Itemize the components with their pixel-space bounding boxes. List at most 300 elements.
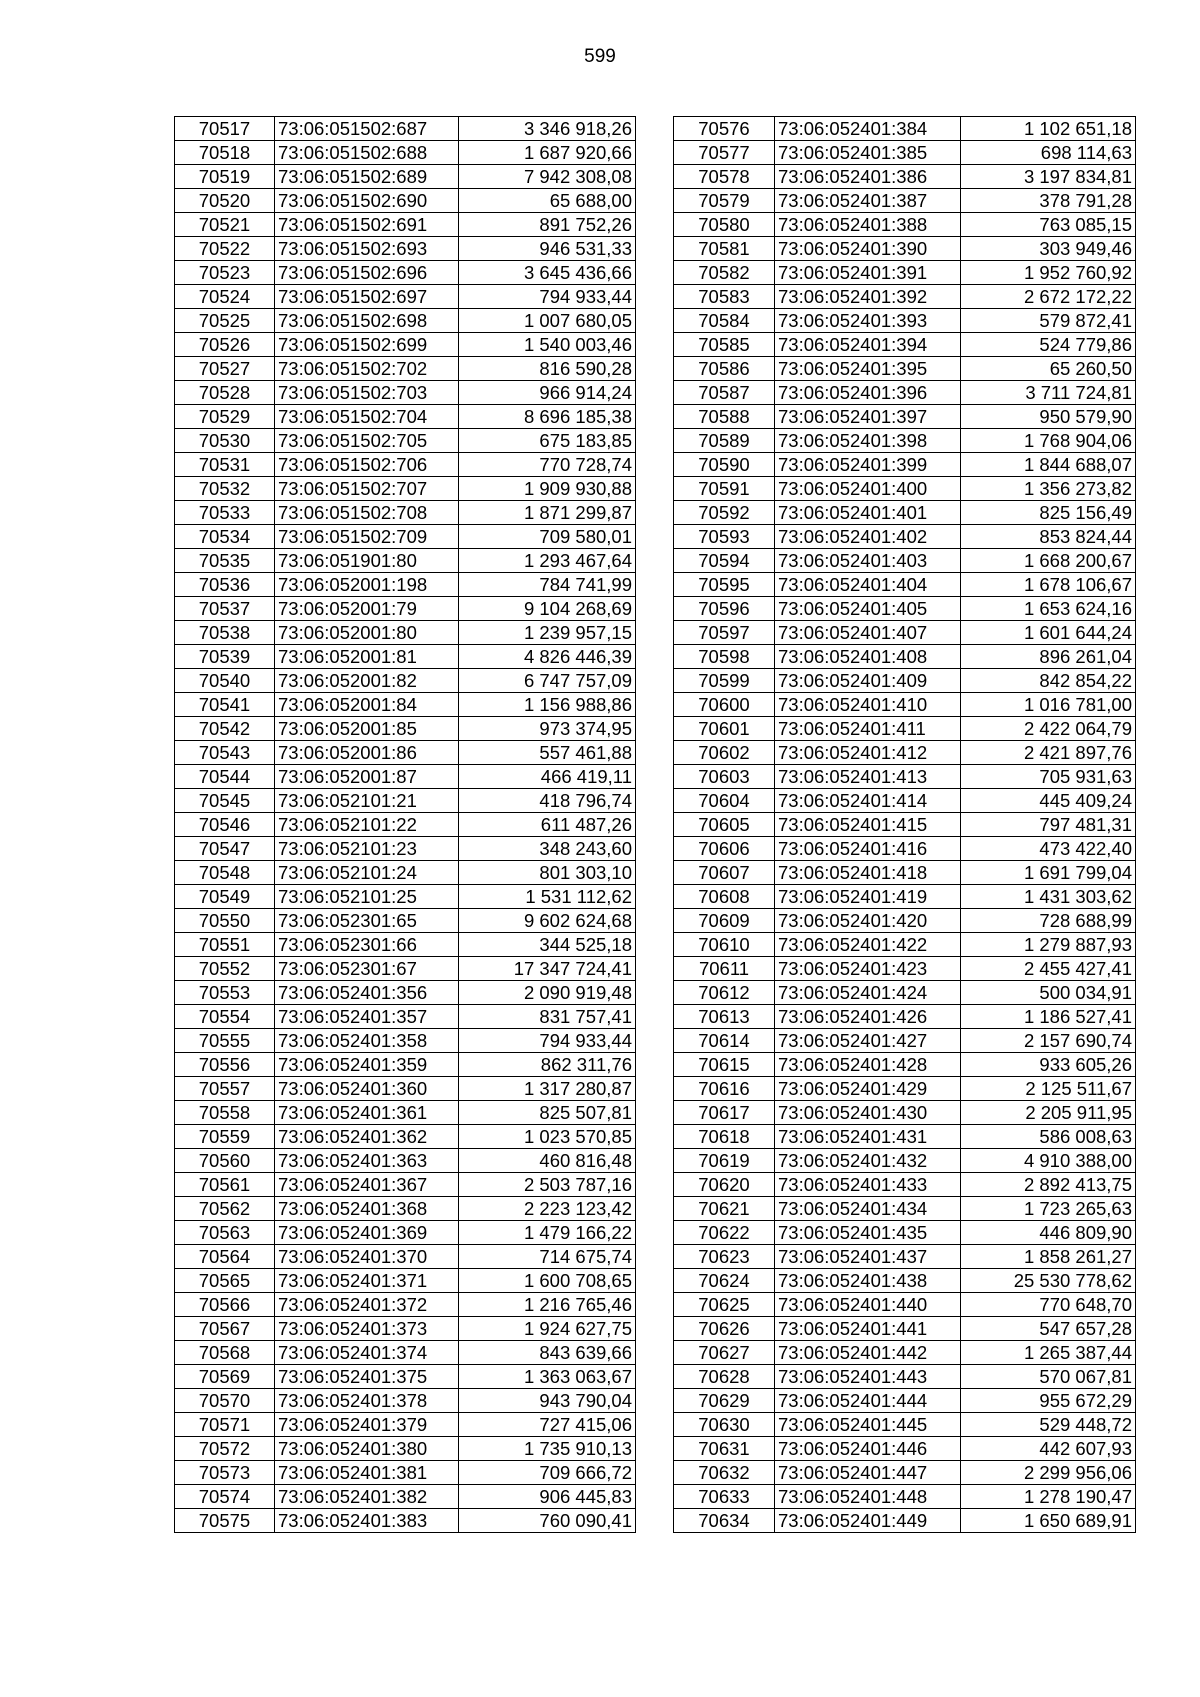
row-number-cell: 70576: [674, 117, 775, 141]
cadastral-number-cell: 73:06:052401:429: [775, 1077, 961, 1101]
row-number-cell: 70540: [175, 669, 275, 693]
cadastral-value-cell: 946 531,33: [459, 237, 636, 261]
cadastral-number-cell: 73:06:052101:21: [275, 789, 459, 813]
cadastral-number-cell: 73:06:052401:428: [775, 1053, 961, 1077]
row-number-cell: 70566: [175, 1293, 275, 1317]
cadastral-value-cell: 9 104 268,69: [459, 597, 636, 621]
table-row: [674, 1053, 1136, 1077]
cadastral-number-cell: 73:06:052401:396: [775, 381, 961, 405]
cadastral-value-cell: 445 409,24: [961, 789, 1136, 813]
cadastral-value-cell: 797 481,31: [961, 813, 1136, 837]
row-number-cell: 70548: [175, 861, 275, 885]
row-number-cell: 70605: [674, 813, 775, 837]
cadastral-number-cell: 73:06:052301:65: [275, 909, 459, 933]
cadastral-value-cell: 2 892 413,75: [961, 1173, 1136, 1197]
row-number-cell: 70518: [175, 141, 275, 165]
row-number-cell: 70617: [674, 1101, 775, 1125]
cadastral-value-cell: 579 872,41: [961, 309, 1136, 333]
cadastral-value-cell: 1 540 003,46: [459, 333, 636, 357]
cadastral-number-cell: 73:06:052401:401: [775, 501, 961, 525]
cadastral-value-cell: 1 216 765,46: [459, 1293, 636, 1317]
cadastral-value-cell: 933 605,26: [961, 1053, 1136, 1077]
row-number-cell: 70521: [175, 213, 275, 237]
table-row: [175, 1341, 636, 1365]
cadastral-number-cell: 73:06:052401:379: [275, 1413, 459, 1437]
table-row: [674, 1461, 1136, 1485]
cadastral-value-cell: 25 530 778,62: [961, 1269, 1136, 1293]
table-row: [674, 501, 1136, 525]
row-number-cell: 70553: [175, 981, 275, 1005]
row-number-cell: 70585: [674, 333, 775, 357]
cadastral-number-cell: 73:06:051502:706: [275, 453, 459, 477]
row-number-cell: 70552: [175, 957, 275, 981]
cadastral-value-cell: 2 090 919,48: [459, 981, 636, 1005]
cadastral-number-cell: 73:06:052401:397: [775, 405, 961, 429]
cadastral-number-cell: 73:06:052401:408: [775, 645, 961, 669]
cadastral-value-cell: 842 854,22: [961, 669, 1136, 693]
cadastral-value-cell: 1 265 387,44: [961, 1341, 1136, 1365]
cadastral-value-cell: 698 114,63: [961, 141, 1136, 165]
cadastral-number-cell: 73:06:052401:413: [775, 765, 961, 789]
cadastral-value-cell: 6 747 757,09: [459, 669, 636, 693]
row-number-cell: 70558: [175, 1101, 275, 1125]
row-number-cell: 70624: [674, 1269, 775, 1293]
table-row: [674, 261, 1136, 285]
cadastral-number-cell: 73:06:052101:22: [275, 813, 459, 837]
row-number-cell: 70560: [175, 1149, 275, 1173]
table-row: [674, 549, 1136, 573]
cadastral-number-cell: 73:06:052401:420: [775, 909, 961, 933]
row-number-cell: 70554: [175, 1005, 275, 1029]
table-row: [674, 933, 1136, 957]
cadastral-value-cell: 950 579,90: [961, 405, 1136, 429]
cadastral-value-cell: 1 531 112,62: [459, 885, 636, 909]
cadastral-value-cell: 705 931,63: [961, 765, 1136, 789]
row-number-cell: 70581: [674, 237, 775, 261]
cadastral-value-cell: 709 666,72: [459, 1461, 636, 1485]
table-row: [674, 1365, 1136, 1389]
cadastral-number-cell: 73:06:052401:433: [775, 1173, 961, 1197]
table-row: [175, 597, 636, 621]
cadastral-value-cell: 896 261,04: [961, 645, 1136, 669]
cadastral-number-cell: 73:06:052401:374: [275, 1341, 459, 1365]
table-row: [674, 957, 1136, 981]
row-number-cell: 70631: [674, 1437, 775, 1461]
cadastral-value-cell: 303 949,46: [961, 237, 1136, 261]
cadastral-value-cell: 1 293 467,64: [459, 549, 636, 573]
cadastral-value-cell: 3 346 918,26: [459, 117, 636, 141]
cadastral-value-cell: 570 067,81: [961, 1365, 1136, 1389]
cadastral-number-cell: 73:06:052001:87: [275, 765, 459, 789]
row-number-cell: 70538: [175, 621, 275, 645]
cadastral-value-cell: 770 648,70: [961, 1293, 1136, 1317]
page-number: 599: [584, 46, 616, 67]
cadastral-number-cell: 73:06:052401:416: [775, 837, 961, 861]
row-number-cell: 70578: [674, 165, 775, 189]
table-row: [175, 1293, 636, 1317]
row-number-cell: 70526: [175, 333, 275, 357]
cadastral-value-cell: 943 790,04: [459, 1389, 636, 1413]
row-number-cell: 70564: [175, 1245, 275, 1269]
cadastral-value-cell: 2 503 787,16: [459, 1173, 636, 1197]
cadastral-number-cell: 73:06:052001:79: [275, 597, 459, 621]
cadastral-number-cell: 73:06:052401:378: [275, 1389, 459, 1413]
table-row: [674, 453, 1136, 477]
row-number-cell: 70539: [175, 645, 275, 669]
row-number-cell: 70622: [674, 1221, 775, 1245]
cadastral-value-cell: 586 008,63: [961, 1125, 1136, 1149]
cadastral-number-cell: 73:06:052401:385: [775, 141, 961, 165]
row-number-cell: 70565: [175, 1269, 275, 1293]
cadastral-value-cell: 473 422,40: [961, 837, 1136, 861]
cadastral-number-cell: 73:06:052401:383: [275, 1509, 459, 1533]
cadastral-number-cell: 73:06:052401:395: [775, 357, 961, 381]
row-number-cell: 70586: [674, 357, 775, 381]
table-row: [674, 381, 1136, 405]
row-number-cell: 70582: [674, 261, 775, 285]
table-row: [674, 909, 1136, 933]
cadastral-value-cell: 1 691 799,04: [961, 861, 1136, 885]
row-number-cell: 70613: [674, 1005, 775, 1029]
row-number-cell: 70587: [674, 381, 775, 405]
row-number-cell: 70615: [674, 1053, 775, 1077]
row-number-cell: 70550: [175, 909, 275, 933]
cadastral-number-cell: 73:06:052401:412: [775, 741, 961, 765]
cadastral-number-cell: 73:06:052401:398: [775, 429, 961, 453]
row-number-cell: 70598: [674, 645, 775, 669]
table-row: [674, 693, 1136, 717]
row-number-cell: 70609: [674, 909, 775, 933]
table-row: [674, 429, 1136, 453]
row-number-cell: 70607: [674, 861, 775, 885]
table-row: [674, 573, 1136, 597]
row-number-cell: 70599: [674, 669, 775, 693]
cadastral-value-cell: 1 600 708,65: [459, 1269, 636, 1293]
table-row: [175, 261, 636, 285]
table-row: [175, 141, 636, 165]
table-row: [175, 957, 636, 981]
cadastral-number-cell: 73:06:052401:360: [275, 1077, 459, 1101]
table-row: [175, 621, 636, 645]
cadastral-value-cell: 1 102 651,18: [961, 117, 1136, 141]
row-number-cell: 70557: [175, 1077, 275, 1101]
cadastral-value-cell: 460 816,48: [459, 1149, 636, 1173]
table-row: [175, 1389, 636, 1413]
table-row: [175, 1317, 636, 1341]
cadastral-number-cell: 73:06:052401:405: [775, 597, 961, 621]
cadastral-value-cell: 2 672 172,22: [961, 285, 1136, 309]
cadastral-number-cell: 73:06:052401:381: [275, 1461, 459, 1485]
cadastral-value-cell: 1 653 624,16: [961, 597, 1136, 621]
cadastral-number-cell: 73:06:051502:704: [275, 405, 459, 429]
table-row: [674, 1293, 1136, 1317]
cadastral-number-cell: 73:06:052101:23: [275, 837, 459, 861]
table-row: [674, 597, 1136, 621]
cadastral-number-cell: 73:06:052001:198: [275, 573, 459, 597]
cadastral-value-cell: 1 650 689,91: [961, 1509, 1136, 1533]
cadastral-number-cell: 73:06:052401:367: [275, 1173, 459, 1197]
cadastral-value-cell: 727 415,06: [459, 1413, 636, 1437]
cadastral-number-cell: 73:06:052301:67: [275, 957, 459, 981]
table-row: [175, 1029, 636, 1053]
table-row: [674, 333, 1136, 357]
table-row: [674, 357, 1136, 381]
cadastral-value-cell: 9 602 624,68: [459, 909, 636, 933]
row-number-cell: 70567: [175, 1317, 275, 1341]
row-number-cell: 70523: [175, 261, 275, 285]
row-number-cell: 70601: [674, 717, 775, 741]
table-row: [175, 525, 636, 549]
row-number-cell: 70563: [175, 1221, 275, 1245]
cadastral-number-cell: 73:06:052401:372: [275, 1293, 459, 1317]
table-row: [674, 1317, 1136, 1341]
cadastral-value-cell: 7 942 308,08: [459, 165, 636, 189]
cadastral-number-cell: 73:06:051502:699: [275, 333, 459, 357]
row-number-cell: 70528: [175, 381, 275, 405]
cadastral-number-cell: 73:06:052001:80: [275, 621, 459, 645]
table-row: [674, 837, 1136, 861]
table-row: [674, 1197, 1136, 1221]
cadastral-value-cell: 1 668 200,67: [961, 549, 1136, 573]
row-number-cell: 70517: [175, 117, 275, 141]
row-number-cell: 70627: [674, 1341, 775, 1365]
table-row: [175, 1005, 636, 1029]
table-row: [175, 1197, 636, 1221]
cadastral-value-cell: 1 768 904,06: [961, 429, 1136, 453]
cadastral-number-cell: 73:06:052401:394: [775, 333, 961, 357]
row-number-cell: 70606: [674, 837, 775, 861]
cadastral-value-cell: 500 034,91: [961, 981, 1136, 1005]
row-number-cell: 70632: [674, 1461, 775, 1485]
cadastral-number-cell: 73:06:051502:688: [275, 141, 459, 165]
cadastral-number-cell: 73:06:052001:81: [275, 645, 459, 669]
row-number-cell: 70594: [674, 549, 775, 573]
table-row: [175, 717, 636, 741]
row-number-cell: 70608: [674, 885, 775, 909]
table-row: [175, 981, 636, 1005]
cadastral-number-cell: 73:06:052401:411: [775, 717, 961, 741]
cadastral-value-cell: 1 356 273,82: [961, 477, 1136, 501]
cadastral-number-cell: 73:06:052001:82: [275, 669, 459, 693]
table-row: [674, 309, 1136, 333]
table-row: [175, 1221, 636, 1245]
cadastral-number-cell: 73:06:052401:371: [275, 1269, 459, 1293]
table-row: [175, 429, 636, 453]
cadastral-number-cell: 73:06:051502:709: [275, 525, 459, 549]
cadastral-number-cell: 73:06:051502:693: [275, 237, 459, 261]
cadastral-value-cell: 2 299 956,06: [961, 1461, 1136, 1485]
table-row: [175, 477, 636, 501]
row-number-cell: 70593: [674, 525, 775, 549]
cadastral-number-cell: 73:06:052401:407: [775, 621, 961, 645]
row-number-cell: 70547: [175, 837, 275, 861]
cadastral-number-cell: 73:06:052401:400: [775, 477, 961, 501]
cadastral-value-cell: 65 260,50: [961, 357, 1136, 381]
row-number-cell: 70535: [175, 549, 275, 573]
table-row: [674, 885, 1136, 909]
row-number-cell: 70620: [674, 1173, 775, 1197]
row-number-cell: 70623: [674, 1245, 775, 1269]
row-number-cell: 70525: [175, 309, 275, 333]
cadastral-value-cell: 2 455 427,41: [961, 957, 1136, 981]
row-number-cell: 70595: [674, 573, 775, 597]
table-row: [674, 1485, 1136, 1509]
table-row: [674, 1389, 1136, 1413]
row-number-cell: 70534: [175, 525, 275, 549]
cadastral-value-cell: 524 779,86: [961, 333, 1136, 357]
table-row: [674, 189, 1136, 213]
row-number-cell: 70536: [175, 573, 275, 597]
cadastral-number-cell: 73:06:051502:697: [275, 285, 459, 309]
table-row: [175, 1173, 636, 1197]
table-row: [674, 1101, 1136, 1125]
row-number-cell: 70546: [175, 813, 275, 837]
cadastral-value-cell: 831 757,41: [459, 1005, 636, 1029]
row-number-cell: 70596: [674, 597, 775, 621]
row-number-cell: 70543: [175, 741, 275, 765]
cadastral-value-cell: 760 090,41: [459, 1509, 636, 1533]
table-row: [175, 1245, 636, 1269]
row-number-cell: 70589: [674, 429, 775, 453]
table-row: [674, 117, 1136, 141]
cadastral-number-cell: 73:06:051502:696: [275, 261, 459, 285]
table-row: [175, 549, 636, 573]
row-number-cell: 70588: [674, 405, 775, 429]
cadastral-number-cell: 73:06:052401:444: [775, 1389, 961, 1413]
table-row: [674, 765, 1136, 789]
row-number-cell: 70628: [674, 1365, 775, 1389]
row-number-cell: 70619: [674, 1149, 775, 1173]
cadastral-value-cell: 3 645 436,66: [459, 261, 636, 285]
cadastral-value-cell: 1 924 627,75: [459, 1317, 636, 1341]
cadastral-value-cell: 784 741,99: [459, 573, 636, 597]
table-row: [175, 453, 636, 477]
cadastral-number-cell: 73:06:052401:447: [775, 1461, 961, 1485]
row-number-cell: 70542: [175, 717, 275, 741]
row-number-cell: 70574: [175, 1485, 275, 1509]
table-row: [674, 981, 1136, 1005]
row-number-cell: 70527: [175, 357, 275, 381]
table-row: [175, 1509, 636, 1533]
table-row: [674, 1341, 1136, 1365]
cadastral-number-cell: 73:06:052401:390: [775, 237, 961, 261]
cadastral-value-cell: 466 419,11: [459, 765, 636, 789]
cadastral-value-cell: 1 317 280,87: [459, 1077, 636, 1101]
row-number-cell: 70625: [674, 1293, 775, 1317]
cadastral-value-cell: 853 824,44: [961, 525, 1136, 549]
cadastral-value-cell: 3 197 834,81: [961, 165, 1136, 189]
cadastral-value-cell: 1 023 570,85: [459, 1125, 636, 1149]
cadastral-number-cell: 73:06:051502:702: [275, 357, 459, 381]
cadastral-number-cell: 73:06:052401:357: [275, 1005, 459, 1029]
row-number-cell: 70570: [175, 1389, 275, 1413]
table-row: [175, 501, 636, 525]
cadastral-number-cell: 73:06:052401:399: [775, 453, 961, 477]
table-row: [175, 669, 636, 693]
cadastral-value-cell: 794 933,44: [459, 1029, 636, 1053]
cadastral-value-cell: 1 016 781,00: [961, 693, 1136, 717]
cadastral-number-cell: 73:06:052401:386: [775, 165, 961, 189]
cadastral-number-cell: 73:06:052401:359: [275, 1053, 459, 1077]
row-number-cell: 70524: [175, 285, 275, 309]
table-row: [674, 165, 1136, 189]
cadastral-number-cell: 73:06:052401:393: [775, 309, 961, 333]
row-number-cell: 70603: [674, 765, 775, 789]
table-row: [674, 1149, 1136, 1173]
cadastral-value-cell: 1 723 265,63: [961, 1197, 1136, 1221]
cadastral-value-cell: 1 239 957,15: [459, 621, 636, 645]
cadastral-number-cell: 73:06:052401:391: [775, 261, 961, 285]
table-row: [674, 285, 1136, 309]
cadastral-number-cell: 73:06:052401:410: [775, 693, 961, 717]
cadastral-value-cell: 2 157 690,74: [961, 1029, 1136, 1053]
row-number-cell: 70532: [175, 477, 275, 501]
table-row: [175, 405, 636, 429]
cadastral-value-cell: 801 303,10: [459, 861, 636, 885]
row-number-cell: 70533: [175, 501, 275, 525]
cadastral-number-cell: 73:06:052401:382: [275, 1485, 459, 1509]
table-row: [175, 1053, 636, 1077]
cadastral-value-cell: 2 223 123,42: [459, 1197, 636, 1221]
table-row: [175, 909, 636, 933]
cadastral-number-cell: 73:06:052401:403: [775, 549, 961, 573]
cadastral-value-cell: 1 156 988,86: [459, 693, 636, 717]
cadastral-value-cell: 1 735 910,13: [459, 1437, 636, 1461]
row-number-cell: 70545: [175, 789, 275, 813]
cadastral-number-cell: 73:06:052001:84: [275, 693, 459, 717]
table-row: [674, 477, 1136, 501]
cadastral-value-cell: 675 183,85: [459, 429, 636, 453]
row-number-cell: 70544: [175, 765, 275, 789]
row-number-cell: 70551: [175, 933, 275, 957]
cadastral-number-cell: 73:06:051502:708: [275, 501, 459, 525]
table-row: [674, 1413, 1136, 1437]
table-row: [674, 1221, 1136, 1245]
cadastral-number-cell: 73:06:052401:387: [775, 189, 961, 213]
cadastral-value-cell: 4 826 446,39: [459, 645, 636, 669]
row-number-cell: 70572: [175, 1437, 275, 1461]
table-row: [175, 189, 636, 213]
cadastral-number-cell: 73:06:052401:437: [775, 1245, 961, 1269]
cadastral-number-cell: 73:06:051901:80: [275, 549, 459, 573]
cadastral-number-cell: 73:06:051502:691: [275, 213, 459, 237]
row-number-cell: 70611: [674, 957, 775, 981]
cadastral-number-cell: 73:06:052401:384: [775, 117, 961, 141]
cadastral-value-cell: 1 687 920,66: [459, 141, 636, 165]
cadastral-number-cell: 73:06:052001:86: [275, 741, 459, 765]
table-row: [674, 1173, 1136, 1197]
table-row: [175, 693, 636, 717]
cadastral-number-cell: 73:06:052401:422: [775, 933, 961, 957]
cadastral-number-cell: 73:06:052401:441: [775, 1317, 961, 1341]
table-row: [175, 1365, 636, 1389]
table-row: [175, 573, 636, 597]
cadastral-number-cell: 73:06:052401:362: [275, 1125, 459, 1149]
cadastral-number-cell: 73:06:052401:426: [775, 1005, 961, 1029]
table-row: [175, 1437, 636, 1461]
cadastral-value-cell: 4 910 388,00: [961, 1149, 1136, 1173]
table-row: [674, 789, 1136, 813]
table-row: [175, 165, 636, 189]
cadastral-number-cell: 73:06:052401:442: [775, 1341, 961, 1365]
cadastral-number-cell: 73:06:051502:698: [275, 309, 459, 333]
table-row: [674, 717, 1136, 741]
left-table-body: [175, 117, 636, 1533]
cadastral-value-cell: 1 279 887,93: [961, 933, 1136, 957]
cadastral-value-cell: 714 675,74: [459, 1245, 636, 1269]
table-row: [674, 1509, 1136, 1533]
cadastral-number-cell: 73:06:052401:361: [275, 1101, 459, 1125]
